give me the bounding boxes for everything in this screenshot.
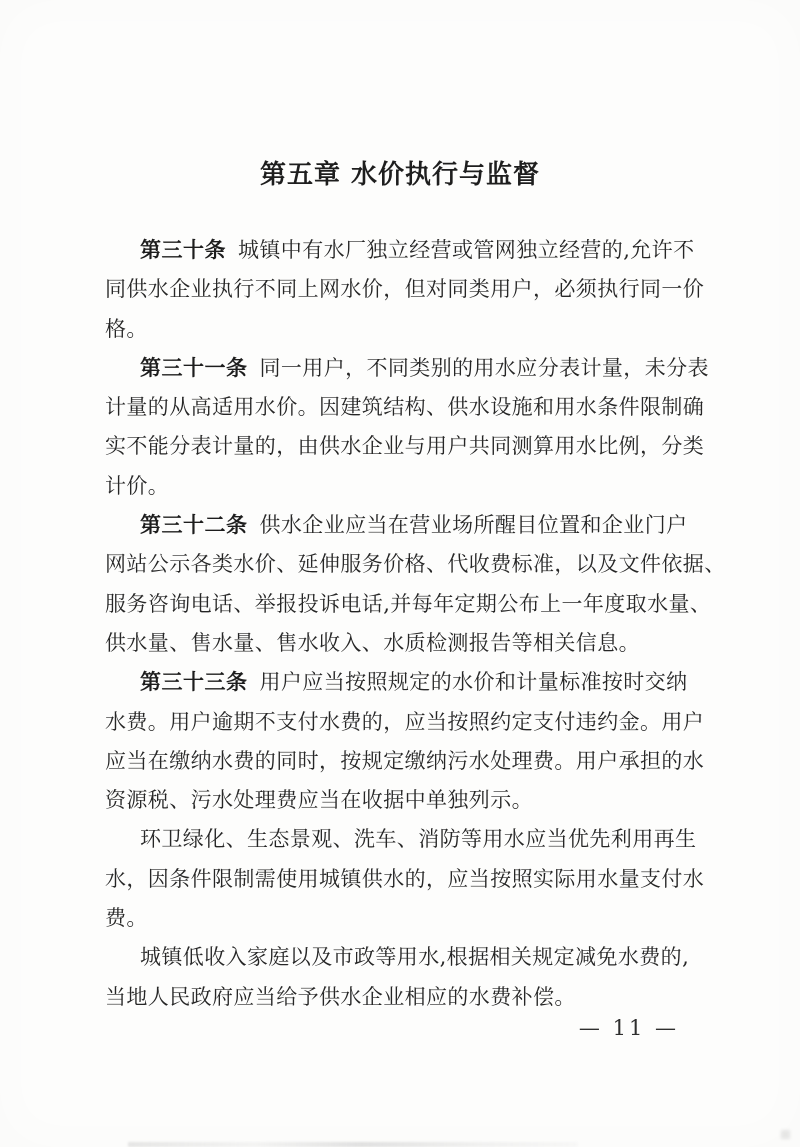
text-line: 资源税、污水处理费应当在收据中单独列示。 (105, 788, 533, 813)
text-line: 第三十三条 用户应当按照规定的水价和计量标准按时交纳 (140, 670, 688, 695)
text-line: 网站公示各类水价、延伸服务价格、代收费标准，以及文件依据、 (105, 552, 726, 577)
text-line: 同供水企业执行不同上网水价，但对同类用户，必须执行同一价 (105, 277, 705, 302)
article-paragraph (105, 663, 707, 820)
text-line: 格。 (105, 316, 148, 341)
article-paragraph (105, 938, 707, 1017)
text-line: 费。 (105, 906, 148, 931)
document-body (105, 231, 726, 1017)
article-paragraph (105, 349, 707, 506)
text-line: 环卫绿化、生态景观、洗车、消防等用水应当优先利用再生 (140, 827, 697, 852)
text-line: 当地人民政府应当给予供水企业相应的水费补偿。 (105, 984, 576, 1009)
scan-artifact-corner (781, 1130, 790, 1139)
text-line: 计量的从高适用水价。因建筑结构、供水设施和用水条件限制确 (105, 395, 705, 420)
text-line: 应当在缴纳水费的同时，按规定缴纳污水处理费。用户承担的水 (105, 748, 705, 773)
page-number: — 11 — (578, 1016, 679, 1040)
text-line: 实不能分表计量的，由供水企业与用户共同测算用水比例，分类 (105, 434, 705, 459)
article-number: 第三十三条 (140, 670, 248, 695)
scan-artifact-bottom-edge (128, 1142, 578, 1147)
text-line: 服务咨询电话、举报投诉电话,并每年定期公布上一年度取水量、 (105, 591, 712, 616)
text-line: 水，因条件限制需使用城镇供水的，应当按照实际用水量支付水 (105, 866, 705, 891)
text-line: 城镇低收入家庭以及市政等用水,根据相关规定减免水费的, (140, 945, 690, 970)
text-line: 第三十二条 供水企业应当在营业场所醒目位置和企业门户 (140, 513, 688, 538)
text-line: 计价。 (105, 473, 170, 498)
article-paragraph (105, 820, 707, 938)
text-line: 第三十条 城镇中有水厂独立经营或管网独立经营的,允许不 (140, 238, 695, 262)
article-number: 第三十一条 (140, 355, 248, 380)
text-line: 供水量、售水量、售水收入、水质检测报告等相关信息。 (105, 630, 640, 655)
article-paragraph (105, 231, 707, 349)
text-line: 第三十一条 同一用户，不同类别的用水应分表计量，未分表 (140, 355, 709, 380)
article-number: 第三十二条 (140, 513, 248, 538)
text-line: 水费。用户逾期不支付水费的，应当按照约定支付违约金。用户 (105, 709, 705, 734)
article-paragraph (105, 506, 726, 663)
article-number: 第三十条 (140, 238, 226, 262)
chapter-title: 第五章 水价执行与监督 (259, 160, 541, 190)
